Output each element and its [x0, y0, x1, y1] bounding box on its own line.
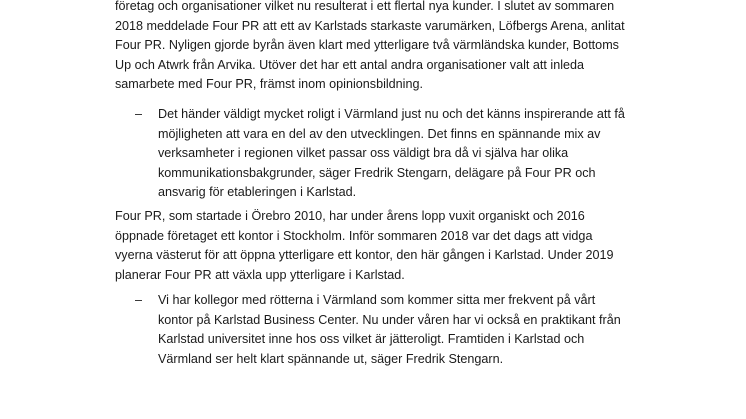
text-line: samarbete med Four PR, främst inom opinionsbildning. — [115, 77, 423, 92]
text-line: planerar Four PR att växla upp ytterligare i Karlstad. — [115, 267, 405, 282]
text-line: 2018 meddelade Four PR att ett av Karlstads starkaste varumärken, Löfbergs Arena, anlitat — [115, 18, 625, 33]
text-line: Up och Atwrk från Arvika. Utöver det har ett antal andra organisationer valt att inleda — [115, 57, 585, 72]
quote-paragraph-2 — [158, 291, 678, 369]
quote-dash: – — [135, 293, 143, 307]
text-line: möjligheten att vara en del av den utvecklingen. Det finns en spännande mix av — [158, 126, 601, 141]
text-line: kontor på Karlstad Business Center. Nu under våren har vi också en praktikant från — [158, 312, 621, 327]
text-line: Four PR, som startade i Örebro 2010, har under årens lopp vuxit organiskt och 2016 — [115, 209, 585, 223]
text-line: kommunikationsbakgrunder, säger Fredrik Stengarn, delägare på Four PR och — [158, 165, 596, 180]
body-paragraph-1 — [115, 0, 675, 95]
text-line: Vi har kollegor med rötterna i Värmland som kommer sitta mer frekvent på vårt — [158, 293, 596, 307]
text-line: vyerna västerut för att öppna ytterligare ett kontor, den här gången i Karlstad. Under 2019 — [115, 248, 614, 263]
text-line: ansvarig för etableringen i Karlstad. — [158, 185, 357, 200]
text-line: Karlstad universitet inne hos oss vilket är jätteroligt. Framtiden i Karlstad och — [158, 332, 585, 347]
text-line: Four PR. Nyligen gjorde byrån även klart med ytterligare två värmländska kunder, Bottoms — [115, 38, 619, 53]
quote-paragraph-1 — [158, 105, 678, 203]
text-line: Värmland ser helt klart spännande ut, säger Fredrik Stengarn. — [158, 351, 504, 366]
text-line: öppnade företaget ett kontor i Stockholm. Inför sommaren 2018 var det dags att vidga — [115, 228, 593, 243]
text-line: Det händer väldigt mycket roligt i Värmland just nu och det känns inspirerande att få — [158, 107, 625, 121]
text-line: verksamheter i regionen vilket passar oss väldigt bra då vi själva har olika — [158, 146, 569, 161]
body-paragraph-2 — [115, 207, 675, 285]
text-line: företag och organisationer vilket nu resulterat i ett flertal nya kunder. I slutet av sommaren — [115, 0, 615, 13]
quote-dash: – — [135, 107, 143, 121]
